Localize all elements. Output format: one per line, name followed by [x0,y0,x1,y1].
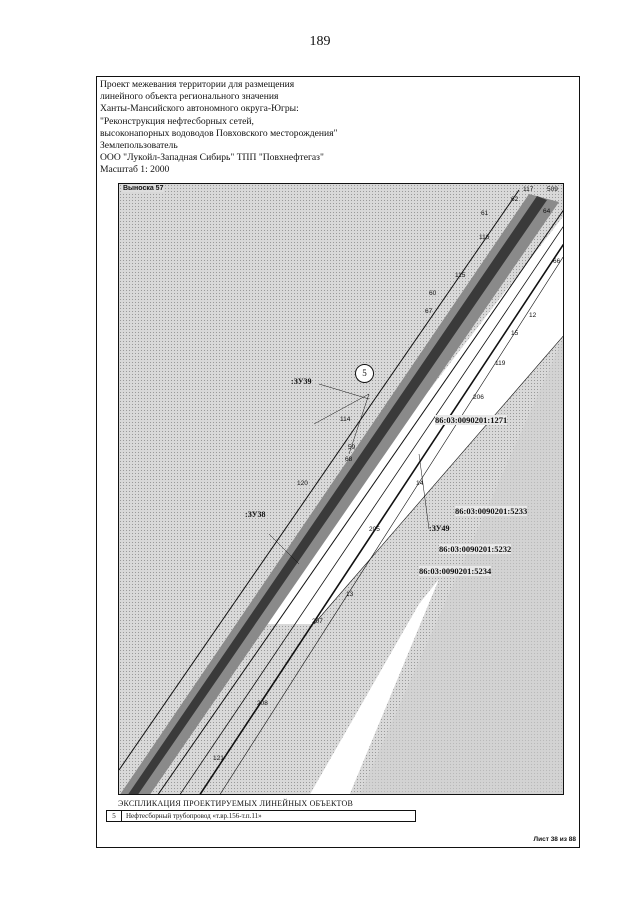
explication-table [106,810,416,822]
page-number: 189 [309,34,331,49]
point-label: 119 [495,360,506,367]
point-label: 67 [425,308,433,315]
point-label: 59 [348,444,356,451]
map-drawing [119,184,564,795]
zone-label: :ЗУ49 [429,524,450,533]
point-label: 121 [213,755,224,762]
point-label: 13 [346,591,354,598]
point-label: 66 [553,258,561,265]
cadastral-label: 86:03:0090201:5234 [419,566,492,576]
explication-title: ЭКСПЛИКАЦИЯ ПРОЕКТИРУЕМЫХ ЛИНЕЙНЫХ ОБЪЕКТОВ [118,799,354,808]
header-line: "Реконструкция нефтесборных сетей, [100,115,254,127]
drawing-header [100,79,570,177]
point-label: 64 [543,208,551,215]
header-line: Проект межевания территории для размещения [100,79,295,90]
leader-line [319,384,369,399]
sheet-number: Лист 38 из 88 [533,836,576,843]
explication-row-desc: Нефтесборный трубопровод «т.вр.156-т.п.11» [126,811,262,820]
map-title: Выноска 57 [123,185,164,192]
point-label: 205 [369,526,380,533]
point-label: 15 [511,330,519,337]
point-label: 117 [523,186,534,193]
point-label: 14 [416,480,424,487]
header-line: Ханты-Мансийского автономного округа-Югры: [100,103,299,115]
point-label: 60 [429,290,437,297]
zone-label: :ЗУ38 [245,510,266,519]
point-label: 12 [529,312,537,319]
cadastral-label: 86:03:0090201:5232 [439,544,512,554]
map-view [118,183,564,795]
cadastral-label: 86:03:0090201:5233 [455,506,528,516]
object-marker: 5 [355,364,374,383]
point-label: 62 [511,196,519,203]
point-label: 114 [340,416,351,423]
header-line: Масштаб 1: 2000 [100,164,170,176]
zone-label: :ЗУ39 [291,377,312,386]
cadastral-label: 86:03:0090201:1271 [435,415,508,425]
point-label: 207 [312,618,323,625]
header-line: ООО "Лукойл-Западная Сибирь" ТПП "Повхнефтегаз" [100,152,324,164]
point-label: 120 [297,480,308,487]
point-label: 115 [455,272,466,279]
point-label: 61 [481,210,489,217]
point-label: 208 [257,700,268,707]
header-line: линейного объекта регионального значения [100,91,279,103]
header-line: Землепользователь [100,140,178,152]
point-label: 116 [479,234,490,241]
point-label: 68 [345,456,353,463]
point-label: 509 [547,186,558,193]
explication-row-num: 5 [107,811,122,821]
point-label: 206 [473,394,484,401]
header-line: высоконапорных водоводов Повховского месторождения" [100,127,338,139]
